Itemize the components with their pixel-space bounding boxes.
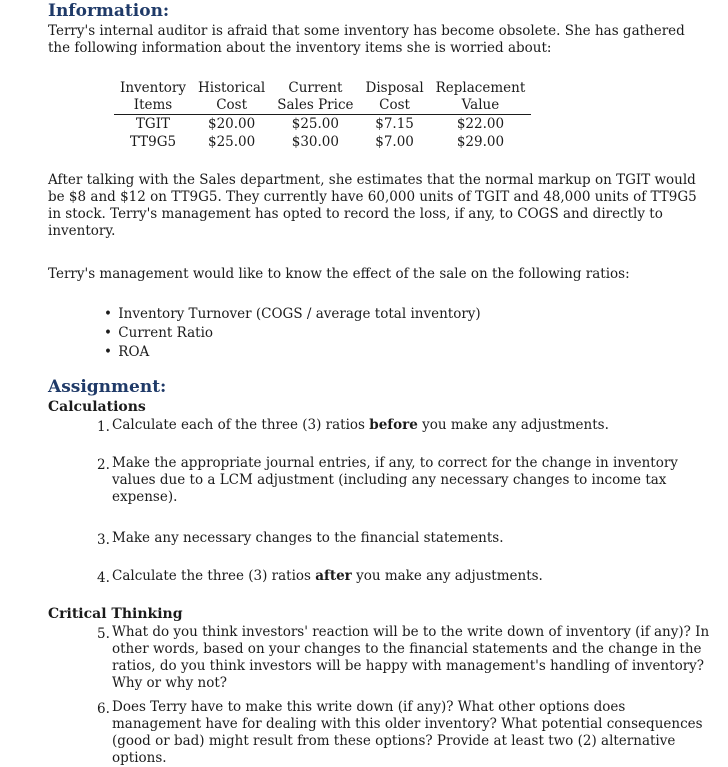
table-cell: $22.00 — [456, 116, 505, 132]
table-row — [114, 115, 531, 134]
table-cell: $29.00 — [456, 134, 505, 150]
ratio-label: Inventory Turnover (COGS / average total inventory) — [118, 306, 481, 322]
list-item — [92, 455, 712, 506]
information-heading: Information: — [48, 1, 170, 21]
ratio-list — [104, 305, 481, 362]
list-item — [92, 568, 712, 585]
item-emphasis: after — [315, 568, 352, 584]
table-cell: $30.00 — [291, 134, 339, 150]
inventory-table — [114, 80, 531, 151]
table-cell: TGIT — [135, 116, 171, 132]
table-header-cell: Disposal — [365, 80, 424, 96]
item-text: Calculate each of the three (3) ratios — [112, 417, 370, 433]
calc-task-list — [92, 417, 712, 434]
item-number: 6. — [97, 701, 110, 717]
list-item — [104, 305, 481, 324]
table-cell: TT9G5 — [129, 134, 177, 150]
ratio-label: Current Ratio — [118, 325, 214, 341]
table-cell: $20.00 — [208, 116, 256, 132]
list-item — [92, 624, 712, 692]
calc-task-list — [92, 530, 712, 547]
item-number: 3. — [97, 532, 110, 548]
markup-paragraph: After talking with the Sales department, she estimates that the normal markup on TGIT would be $8 and $12 on TT9G5. They currently have 60,000 units of TGIT and 48,000 units of TT9G5 in stock. Terry's management has opted to record the loss, if any, to COGS and directly to inventory. — [48, 172, 697, 239]
table-header-row — [114, 97, 531, 115]
item-number: 2. — [97, 457, 110, 473]
table-header-cell: Replacement — [435, 80, 526, 96]
ratio-label: ROA — [118, 344, 150, 360]
table-header-cell: Value — [430, 97, 532, 115]
table-header-row — [114, 80, 531, 97]
item-text: you make any adjustments. — [417, 417, 609, 433]
bullet-icon: • — [104, 325, 112, 341]
list-item — [104, 324, 481, 343]
calculations-heading: Calculations — [48, 399, 146, 415]
list-item — [92, 530, 712, 547]
item-number: 5. — [97, 626, 110, 642]
table-row — [114, 133, 531, 151]
item-text: Does Terry have to make this write down (if any)? What other options does management have for dealing with this older inventory? What potential consequences (good or bad) might result from these options? Provide at least two (2) alternative options. — [112, 699, 703, 766]
table-header-cell: Inventory — [120, 80, 186, 96]
table-header-cell: Current — [288, 80, 343, 96]
bullet-icon: • — [104, 306, 112, 322]
item-emphasis: before — [369, 417, 418, 433]
calc-task-list — [92, 568, 712, 585]
intro-paragraph: Terry's internal auditor is afraid that some inventory has become obsolete. She has gathered the following information about the inventory items she is worried about: — [48, 23, 685, 56]
calc-task-list — [92, 455, 712, 506]
table-header-cell: Cost — [192, 97, 271, 115]
table-header-cell: Historical — [197, 80, 266, 96]
critical-task-list — [92, 624, 712, 692]
item-number: 1. — [97, 419, 110, 435]
table-cell: $25.00 — [208, 134, 256, 150]
table-header-cell: Sales Price — [271, 97, 359, 115]
assignment-heading: Assignment: — [48, 377, 167, 397]
table-cell: $7.00 — [375, 134, 414, 150]
list-item — [104, 343, 481, 362]
item-text: Calculate the three (3) ratios — [112, 568, 316, 584]
item-text: you make any adjustments. — [351, 568, 543, 584]
list-item — [92, 417, 712, 434]
bullet-icon: • — [104, 344, 112, 360]
table-cell: $25.00 — [291, 116, 339, 132]
item-number: 4. — [97, 570, 110, 586]
item-text: Make any necessary changes to the financial statements. — [112, 530, 504, 546]
critical-thinking-heading: Critical Thinking — [48, 606, 183, 622]
table-header-cell: Cost — [360, 97, 430, 115]
table-header-cell: Items — [114, 97, 192, 115]
table-cell: $7.15 — [375, 116, 414, 132]
ratios-intro-paragraph: Terry's management would like to know the effect of the sale on the following ratios: — [48, 266, 630, 282]
item-text: What do you think investors' reaction will be to the write down of inventory (if any)? In other words, based on your changes to the financial statements and the change in the ratios, do you think investors will be happy with management's handling of inventory? Why or why not? — [112, 624, 710, 691]
item-text: Make the appropriate journal entries, if any, to correct for the change in inventory values due to a LCM adjustment (including any necessary changes to income tax expense). — [112, 455, 678, 505]
